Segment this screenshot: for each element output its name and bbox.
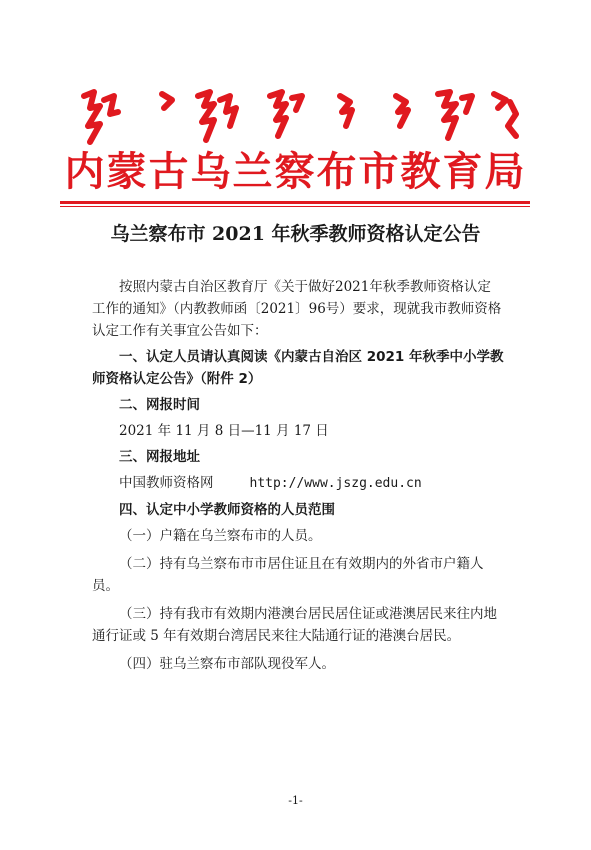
header-red-rule-thin bbox=[60, 206, 530, 207]
section-3-content bbox=[92, 472, 504, 495]
list-item: （二）持有乌兰察布市市居住证且在有效期内的外省市户籍人员。 bbox=[92, 556, 484, 594]
section-1-heading: 一、认定人员请认真阅读《内蒙古自治区 2021 年秋季中小学教师资格认定公告》（附件 2） bbox=[92, 349, 504, 387]
announcement-body bbox=[92, 276, 504, 675]
header-red-rule bbox=[60, 201, 530, 204]
list-item: （一）户籍在乌兰察布市的人员。 bbox=[119, 528, 322, 544]
mongolian-script-icon bbox=[70, 86, 520, 148]
section-2-heading: 二、网报时间 bbox=[119, 397, 200, 413]
section-2-content: 2021 年 11 月 8 日—11 月 17 日 bbox=[119, 423, 329, 439]
website-name: 中国教师资格网 bbox=[119, 475, 214, 491]
intro-paragraph: 按照内蒙古自治区教育厅《关于做好2021年秋季教师资格认定工作的通知》（内教教师函〔2021〕96号）要求，现就我市教师资格认定工作有关事宜公告如下： bbox=[92, 279, 502, 339]
list-item: （四）驻乌兰察布市部队现役军人。 bbox=[119, 656, 335, 672]
section-3-heading: 三、网报地址 bbox=[119, 449, 200, 465]
website-url-link[interactable]: http://www.jszg.edu.cn bbox=[249, 476, 422, 491]
issuing-organization-title: 内蒙古乌兰察布市教育局 bbox=[64, 148, 527, 195]
announcement-title: 乌兰察布市 2021 年秋季教师资格认定公告 bbox=[110, 223, 481, 245]
section-4-heading: 四、认定中小学教师资格的人员范围 bbox=[119, 502, 335, 518]
list-item: （三）持有我市有效期内港澳台居民居住证或港澳居民来往内地通行证或 5 年有效期台湾居民来往大陆通行证的港澳台居民。 bbox=[92, 606, 497, 644]
page-number: -1- bbox=[288, 794, 303, 807]
mongolian-script-header bbox=[70, 86, 520, 148]
